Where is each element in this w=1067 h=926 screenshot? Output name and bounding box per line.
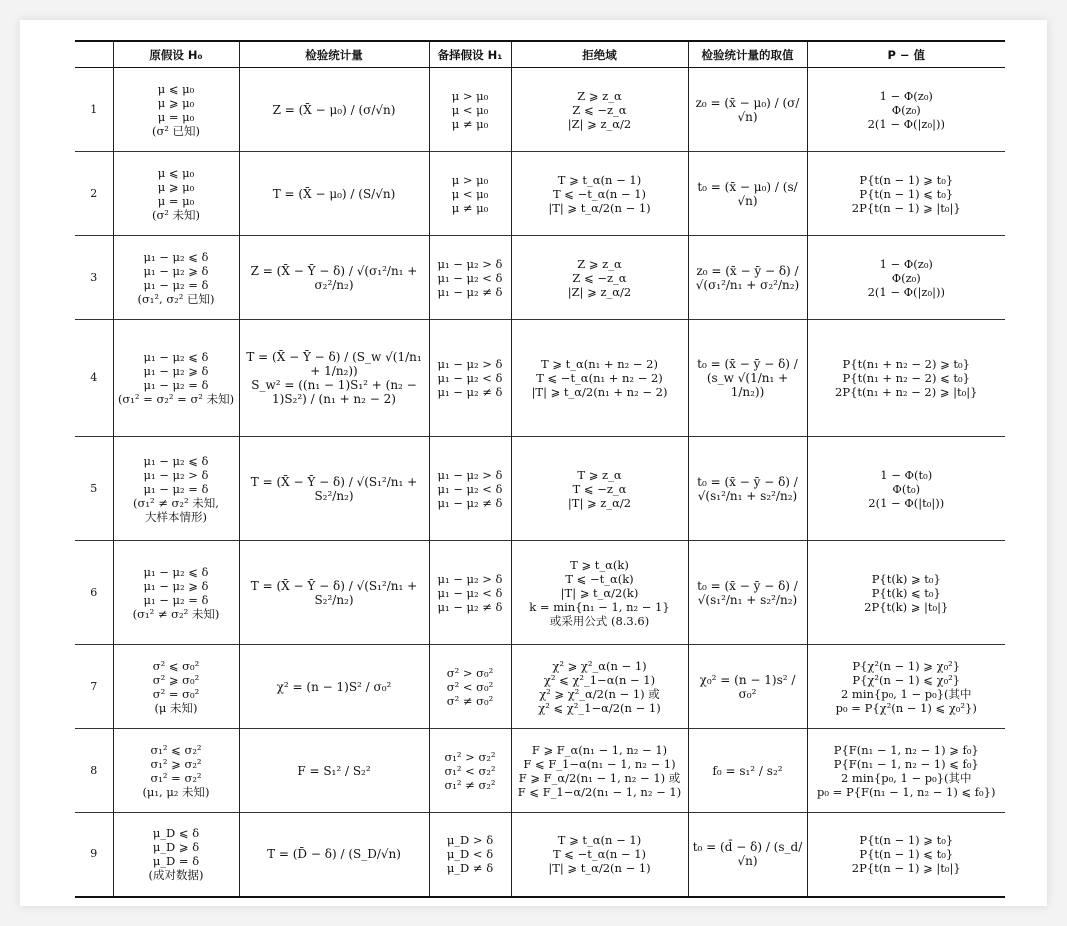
table-row <box>75 541 1005 645</box>
statistic-value-cell: t₀ = (x̄ − ȳ − δ) / (s_w √(1/n₁ + 1/n₂)) <box>688 320 807 437</box>
col-header-index <box>75 41 113 68</box>
alternative-hypothesis-cell: μ₁ − μ₂ > δ μ₁ − μ₂ < δ μ₁ − μ₂ ≠ δ <box>429 437 511 541</box>
null-hypothesis-cell: μ ⩽ μ₀ μ ⩾ μ₀ μ = μ₀ (σ² 已知) <box>113 68 239 152</box>
p-value-cell: P{t(n₁ + n₂ − 2) ⩾ t₀} P{t(n₁ + n₂ − 2) ⩽ t₀} 2P{t(n₁ + n₂ − 2) ⩾ |t₀|} <box>835 357 978 399</box>
row-number: 4 <box>75 320 113 437</box>
rejection-region-cell: T ⩾ t_α(n − 1) T ⩽ −t_α(n − 1) |T| ⩾ t_α/2(n − 1) <box>511 813 688 897</box>
row-number: 8 <box>75 729 113 813</box>
row-number: 2 <box>75 152 113 236</box>
col-header-alternative-hypothesis: 备择假设 H₁ <box>429 41 511 68</box>
statistic-value-cell: t₀ = (x̄ − ȳ − δ) / √(s₁²/n₁ + s₂²/n₂) <box>688 437 807 541</box>
test-statistic-cell: Z = (X̄ − μ₀) / (σ/√n) <box>239 68 429 152</box>
statistic-value-cell: f₀ = s₁² / s₂² <box>688 729 807 813</box>
table-row <box>75 813 1005 897</box>
col-header-test-statistic: 检验统计量 <box>239 41 429 68</box>
alternative-hypothesis-cell: σ² > σ₀² σ² < σ₀² σ² ≠ σ₀² <box>429 645 511 729</box>
null-hypothesis-cell: μ₁ − μ₂ ⩽ δ μ₁ − μ₂ > δ μ₁ − μ₂ = δ (σ₁² ≠ σ₂² 未知, 大样本情形) <box>113 437 239 541</box>
null-hypothesis-cell: μ_D ⩽ δ μ_D ⩾ δ μ_D = δ (成对数据) <box>113 813 239 897</box>
table-row <box>75 68 1005 152</box>
p-value-cell: P{F(n₁ − 1, n₂ − 1) ⩾ f₀} P{F(n₁ − 1, n₂ − 1) ⩽ f₀} 2 min{p₀, 1 − p₀}(其中 p₀ = P{F(n₁ − 1, n₂ − 1) ⩽ f₀}) <box>817 742 996 799</box>
alternative-hypothesis-cell: μ₁ − μ₂ > δ μ₁ − μ₂ < δ μ₁ − μ₂ ≠ δ <box>429 320 511 437</box>
alternative-hypothesis-cell: μ_D > δ μ_D < δ μ_D ≠ δ <box>429 813 511 897</box>
rejection-region-cell: T ⩾ z_α T ⩽ −z_α |T| ⩾ z_α/2 <box>511 437 688 541</box>
rejection-region-cell: T ⩾ t_α(n₁ + n₂ − 2) T ⩽ −t_α(n₁ + n₂ − 2) |T| ⩾ t_α/2(n₁ + n₂ − 2) <box>511 320 688 437</box>
test-statistic-cell: χ² = (n − 1)S² / σ₀² <box>239 645 429 729</box>
table-row <box>75 320 1005 437</box>
test-statistic-cell: T = (X̄ − μ₀) / (S/√n) <box>239 152 429 236</box>
table-row <box>75 437 1005 541</box>
test-statistic-cell: F = S₁² / S₂² <box>239 729 429 813</box>
rejection-region-cell: F ⩾ F_α(n₁ − 1, n₂ − 1) F ⩽ F_1−α(n₁ − 1, n₂ − 1) F ⩾ F_α/2(n₁ − 1, n₂ − 1) 或 F ⩽ F_1−α/2(n₁ − 1, n₂ − 1) <box>511 729 688 813</box>
row-number: 3 <box>75 236 113 320</box>
rejection-region-cell: χ² ⩾ χ²_α(n − 1) χ² ⩽ χ²_1−α(n − 1) χ² ⩾ χ²_α/2(n − 1) 或 χ² ⩽ χ²_1−α/2(n − 1) <box>511 645 688 729</box>
col-header-null-hypothesis: 原假设 H₀ <box>113 41 239 68</box>
rejection-region-cell: Z ⩾ z_α Z ⩽ −z_α |Z| ⩾ z_α/2 <box>511 68 688 152</box>
row-number: 7 <box>75 645 113 729</box>
col-header-statistic-value: 检验统计量的取值 <box>688 41 807 68</box>
alternative-hypothesis-cell: μ > μ₀ μ < μ₀ μ ≠ μ₀ <box>429 152 511 236</box>
rejection-region-cell: Z ⩾ z_α Z ⩽ −z_α |Z| ⩾ z_α/2 <box>511 236 688 320</box>
row-number: 9 <box>75 813 113 897</box>
test-statistic-cell: T = (X̄ − Ȳ − δ) / √(S₁²/n₁ + S₂²/n₂) <box>239 437 429 541</box>
table-row <box>75 152 1005 236</box>
p-value-cell: P{t(n − 1) ⩾ t₀} P{t(n − 1) ⩽ t₀} 2P{t(n − 1) ⩾ |t₀|} <box>851 833 961 876</box>
null-hypothesis-cell: μ₁ − μ₂ ⩽ δ μ₁ − μ₂ ⩾ δ μ₁ − μ₂ = δ (σ₁² ≠ σ₂² 未知) <box>113 541 239 645</box>
alternative-hypothesis-cell: μ₁ − μ₂ > δ μ₁ − μ₂ < δ μ₁ − μ₂ ≠ δ <box>429 541 511 645</box>
p-value-cell: P{t(k) ⩾ t₀} P{t(k) ⩽ t₀} 2P{t(k) ⩾ |t₀|} <box>864 571 949 614</box>
header-row <box>75 41 1005 68</box>
null-hypothesis-cell: σ² ⩽ σ₀² σ² ⩾ σ₀² σ² = σ₀² (μ 未知) <box>113 645 239 729</box>
statistic-value-cell: z₀ = (x̄ − μ₀) / (σ/√n) <box>688 68 807 152</box>
document-page <box>20 20 1047 906</box>
statistic-value-cell: t₀ = (d̄ − δ) / (s_d/√n) <box>688 813 807 897</box>
p-value-cell: 1 − Φ(z₀) Φ(z₀) 2(1 − Φ(|z₀|)) <box>867 256 945 299</box>
row-number: 1 <box>75 68 113 152</box>
null-hypothesis-cell: σ₁² ⩽ σ₂² σ₁² ⩾ σ₂² σ₁² = σ₂² (μ₁, μ₂ 未知) <box>113 729 239 813</box>
p-value-cell: 1 − Φ(t₀) Φ(t₀) 2(1 − Φ(|t₀|)) <box>868 467 945 510</box>
p-value-cell: P{χ²(n − 1) ⩾ χ₀²} P{χ²(n − 1) ⩽ χ₀²} 2 min{p₀, 1 − p₀}(其中 p₀ = P{χ²(n − 1) ⩽ χ₀²}) <box>835 658 977 715</box>
alternative-hypothesis-cell: μ₁ − μ₂ > δ μ₁ − μ₂ < δ μ₁ − μ₂ ≠ δ <box>429 236 511 320</box>
col-header-p-value: P − 值 <box>887 47 926 62</box>
null-hypothesis-cell: μ₁ − μ₂ ⩽ δ μ₁ − μ₂ ⩾ δ μ₁ − μ₂ = δ (σ₁², σ₂² 已知) <box>113 236 239 320</box>
alternative-hypothesis-cell: σ₁² > σ₂² σ₁² < σ₂² σ₁² ≠ σ₂² <box>429 729 511 813</box>
table-row <box>75 236 1005 320</box>
null-hypothesis-cell: μ ⩽ μ₀ μ ⩾ μ₀ μ = μ₀ (σ² 未知) <box>113 152 239 236</box>
test-statistic-cell: T = (D̄ − δ) / (S_D/√n) <box>239 813 429 897</box>
p-value-cell: P{t(n − 1) ⩾ t₀} P{t(n − 1) ⩽ t₀} 2P{t(n − 1) ⩾ |t₀|} <box>851 172 961 215</box>
statistic-value-cell: χ₀² = (n − 1)s² / σ₀² <box>688 645 807 729</box>
table-row <box>75 645 1005 729</box>
test-statistic-cell: T = (X̄ − Ȳ − δ) / (S_w √(1/n₁ + 1/n₂)) S_w² = ((n₁ − 1)S₁² + (n₂ − 1)S₂²) / (n₁ + n₂ − 2) <box>239 320 429 437</box>
col-header-rejection-region: 拒绝域 <box>511 41 688 68</box>
p-value-cell: 1 − Φ(z₀) Φ(z₀) 2(1 − Φ(|z₀|)) <box>867 88 945 131</box>
statistic-value-cell: t₀ = (x̄ − ȳ − δ) / √(s₁²/n₁ + s₂²/n₂) <box>688 541 807 645</box>
row-number: 5 <box>75 437 113 541</box>
null-hypothesis-cell: μ₁ − μ₂ ⩽ δ μ₁ − μ₂ ⩾ δ μ₁ − μ₂ = δ (σ₁² = σ₂² = σ² 未知) <box>113 320 239 437</box>
rejection-region-cell: T ⩾ t_α(n − 1) T ⩽ −t_α(n − 1) |T| ⩾ t_α/2(n − 1) <box>511 152 688 236</box>
row-number: 6 <box>75 541 113 645</box>
hypothesis-test-table <box>75 40 1005 898</box>
statistic-value-cell: z₀ = (x̄ − ȳ − δ) / √(σ₁²/n₁ + σ₂²/n₂) <box>688 236 807 320</box>
test-statistic-cell: T = (X̄ − Ȳ − δ) / √(S₁²/n₁ + S₂²/n₂) <box>239 541 429 645</box>
statistic-value-cell: t₀ = (x̄ − μ₀) / (s/√n) <box>688 152 807 236</box>
rejection-region-cell: T ⩾ t_α(k) T ⩽ −t_α(k) |T| ⩾ t_α/2(k) k = min{n₁ − 1, n₂ − 1} 或采用公式 (8.3.6) <box>511 541 688 645</box>
alternative-hypothesis-cell: μ > μ₀ μ < μ₀ μ ≠ μ₀ <box>429 68 511 152</box>
test-statistic-cell: Z = (X̄ − Ȳ − δ) / √(σ₁²/n₁ + σ₂²/n₂) <box>239 236 429 320</box>
table-row <box>75 729 1005 813</box>
